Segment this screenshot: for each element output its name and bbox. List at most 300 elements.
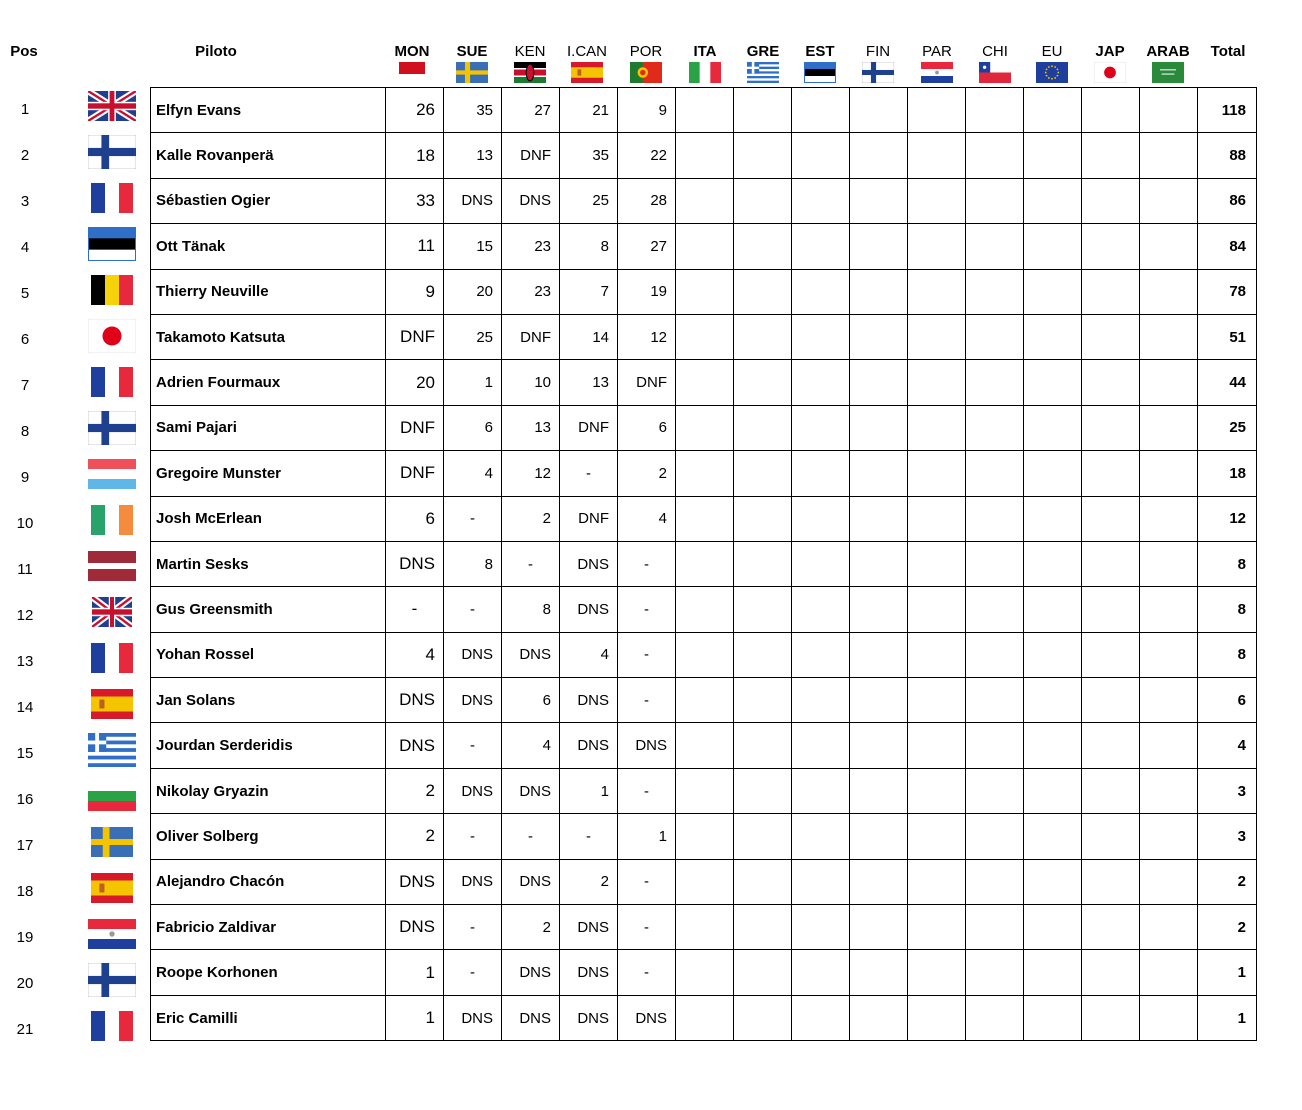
position-number: 9 xyxy=(20,469,30,486)
result-cell: DNS xyxy=(386,905,444,950)
result-cell: 20 xyxy=(386,360,444,405)
result-cell: 22 xyxy=(618,133,676,178)
empty-result-cell xyxy=(676,905,734,950)
empty-result-cell xyxy=(1024,88,1082,133)
table-row xyxy=(151,768,1257,813)
empty-result-cell xyxy=(1140,178,1198,223)
empty-result-cell xyxy=(1140,88,1198,133)
result-cell: DNF xyxy=(502,314,560,359)
empty-result-cell xyxy=(1024,995,1082,1040)
result-cell: - xyxy=(502,541,560,586)
result-cell: 8 xyxy=(444,541,502,586)
result-cell: - xyxy=(560,814,618,859)
empty-result-cell xyxy=(1024,905,1082,950)
empty-result-cell xyxy=(676,995,734,1040)
empty-result-cell xyxy=(676,224,734,269)
empty-result-cell xyxy=(676,451,734,496)
empty-result-cell xyxy=(850,178,908,223)
result-cell: - xyxy=(444,587,502,632)
result-cell: 2 xyxy=(386,768,444,813)
table-row xyxy=(151,587,1257,632)
result-cell: 25 xyxy=(444,314,502,359)
empty-result-cell xyxy=(792,360,850,405)
result-cell: 27 xyxy=(618,224,676,269)
empty-result-cell xyxy=(1024,541,1082,586)
result-cell: 1 xyxy=(444,360,502,405)
empty-result-cell xyxy=(676,723,734,768)
rally-header-sue: SUE xyxy=(456,43,488,60)
empty-result-cell xyxy=(676,768,734,813)
empty-result-cell xyxy=(1024,314,1082,359)
empty-result-cell xyxy=(1024,496,1082,541)
result-cell: DNS xyxy=(618,723,676,768)
empty-result-cell xyxy=(734,723,792,768)
empty-result-cell xyxy=(676,360,734,405)
table-row xyxy=(151,451,1257,496)
result-cell: - xyxy=(444,814,502,859)
result-cell: DNS xyxy=(560,541,618,586)
empty-result-cell xyxy=(1024,451,1082,496)
result-cell: 35 xyxy=(560,133,618,178)
empty-result-cell xyxy=(734,859,792,904)
driver-name: Jourdan Serderidis xyxy=(151,723,386,768)
rally-header-por: POR xyxy=(629,43,663,60)
total-points: 1 xyxy=(1198,950,1257,995)
result-cell: 25 xyxy=(560,178,618,223)
result-cell: 35 xyxy=(444,88,502,133)
empty-result-cell xyxy=(1082,496,1140,541)
empty-result-cell xyxy=(966,224,1024,269)
position-number: 12 xyxy=(16,607,34,624)
table-row xyxy=(151,133,1257,178)
empty-result-cell xyxy=(908,224,966,269)
japan-flag-icon xyxy=(88,319,136,353)
empty-result-cell xyxy=(792,587,850,632)
result-cell: DNS xyxy=(502,859,560,904)
empty-result-cell xyxy=(908,314,966,359)
result-cell: DNS xyxy=(444,678,502,723)
empty-result-cell xyxy=(734,768,792,813)
empty-result-cell xyxy=(908,88,966,133)
result-cell: DNF xyxy=(386,314,444,359)
position-number: 5 xyxy=(20,285,30,302)
empty-result-cell xyxy=(1140,360,1198,405)
table-row xyxy=(151,314,1257,359)
empty-result-cell xyxy=(850,814,908,859)
position-number: 2 xyxy=(20,147,30,164)
empty-result-cell xyxy=(966,269,1024,314)
result-cell: DNS xyxy=(502,632,560,677)
empty-result-cell xyxy=(734,133,792,178)
table-row xyxy=(151,678,1257,723)
result-cell: 19 xyxy=(618,269,676,314)
empty-result-cell xyxy=(1140,405,1198,450)
empty-result-cell xyxy=(1140,224,1198,269)
latvia-flag-icon xyxy=(88,551,136,581)
empty-result-cell xyxy=(792,314,850,359)
empty-result-cell xyxy=(792,496,850,541)
empty-result-cell xyxy=(792,723,850,768)
table-row xyxy=(151,405,1257,450)
empty-result-cell xyxy=(908,496,966,541)
bulgaria-flag-icon xyxy=(88,781,136,811)
empty-result-cell xyxy=(908,269,966,314)
result-cell: DNS xyxy=(386,723,444,768)
empty-result-cell xyxy=(1140,632,1198,677)
empty-result-cell xyxy=(850,360,908,405)
portugal-flag-icon xyxy=(630,62,662,83)
uk-flag-icon xyxy=(92,597,140,627)
empty-result-cell xyxy=(1082,587,1140,632)
empty-result-cell xyxy=(850,405,908,450)
empty-result-cell xyxy=(850,451,908,496)
empty-result-cell xyxy=(908,178,966,223)
result-cell: 26 xyxy=(386,88,444,133)
result-cell: - xyxy=(444,950,502,995)
table-row xyxy=(151,224,1257,269)
empty-result-cell xyxy=(1082,950,1140,995)
driver-name: Nikolay Gryazin xyxy=(151,768,386,813)
result-cell: 12 xyxy=(502,451,560,496)
empty-result-cell xyxy=(1024,859,1082,904)
finland-flag-icon xyxy=(88,963,136,997)
table-row xyxy=(151,859,1257,904)
table-row xyxy=(151,178,1257,223)
rally-header-ita: ITA xyxy=(693,43,717,60)
empty-result-cell xyxy=(676,587,734,632)
empty-result-cell xyxy=(908,995,966,1040)
empty-result-cell xyxy=(676,88,734,133)
result-cell: 12 xyxy=(618,314,676,359)
empty-result-cell xyxy=(1082,314,1140,359)
rally-header-ican: I.CAN xyxy=(566,43,607,60)
empty-result-cell xyxy=(1140,314,1198,359)
table-row xyxy=(151,541,1257,586)
result-cell: DNS xyxy=(560,723,618,768)
empty-result-cell xyxy=(734,814,792,859)
empty-result-cell xyxy=(792,178,850,223)
driver-name: Josh McErlean xyxy=(151,496,386,541)
total-points: 1 xyxy=(1198,995,1257,1040)
empty-result-cell xyxy=(734,405,792,450)
empty-result-cell xyxy=(1140,905,1198,950)
empty-result-cell xyxy=(792,632,850,677)
total-points: 88 xyxy=(1198,133,1257,178)
result-cell: DNS xyxy=(560,587,618,632)
france-flag-icon xyxy=(91,643,139,673)
empty-result-cell xyxy=(734,541,792,586)
result-cell: DNS xyxy=(502,178,560,223)
monaco-flag-icon xyxy=(399,62,425,83)
empty-result-cell xyxy=(1082,178,1140,223)
eu-flag-icon xyxy=(1036,62,1068,83)
total-points: 8 xyxy=(1198,541,1257,586)
empty-result-cell xyxy=(1024,950,1082,995)
empty-result-cell xyxy=(792,905,850,950)
result-cell: 13 xyxy=(560,360,618,405)
empty-result-cell xyxy=(734,632,792,677)
empty-result-cell xyxy=(850,88,908,133)
table-row xyxy=(151,496,1257,541)
result-cell: 33 xyxy=(386,178,444,223)
ireland-flag-icon xyxy=(91,505,139,535)
empty-result-cell xyxy=(908,587,966,632)
result-cell: 1 xyxy=(386,950,444,995)
empty-result-cell xyxy=(1024,405,1082,450)
result-cell: DNS xyxy=(386,859,444,904)
result-cell: 4 xyxy=(386,632,444,677)
empty-result-cell xyxy=(734,269,792,314)
rally-header-mon: MON xyxy=(394,43,430,60)
result-cell: DNS xyxy=(444,178,502,223)
empty-result-cell xyxy=(1140,451,1198,496)
result-cell: DNS xyxy=(444,995,502,1040)
empty-result-cell xyxy=(792,224,850,269)
empty-result-cell xyxy=(734,451,792,496)
empty-result-cell xyxy=(1024,133,1082,178)
empty-result-cell xyxy=(734,224,792,269)
result-cell: 21 xyxy=(560,88,618,133)
total-points: 78 xyxy=(1198,269,1257,314)
driver-name: Sami Pajari xyxy=(151,405,386,450)
empty-result-cell xyxy=(966,178,1024,223)
spain-flag-icon xyxy=(91,873,139,903)
driver-name: Alejandro Chacón xyxy=(151,859,386,904)
result-cell: 28 xyxy=(618,178,676,223)
table-row xyxy=(151,950,1257,995)
empty-result-cell xyxy=(734,995,792,1040)
result-cell: 18 xyxy=(386,133,444,178)
result-cell: DNF xyxy=(386,405,444,450)
result-cell: DNS xyxy=(560,678,618,723)
empty-result-cell xyxy=(792,814,850,859)
result-cell: - xyxy=(618,768,676,813)
driver-name: Thierry Neuville xyxy=(151,269,386,314)
empty-result-cell xyxy=(966,587,1024,632)
result-cell: 13 xyxy=(502,405,560,450)
total-points: 18 xyxy=(1198,451,1257,496)
empty-result-cell xyxy=(850,224,908,269)
empty-result-cell xyxy=(1024,587,1082,632)
empty-result-cell xyxy=(908,905,966,950)
empty-result-cell xyxy=(1140,133,1198,178)
result-cell: DNS xyxy=(444,632,502,677)
position-number: 13 xyxy=(16,653,34,670)
result-cell: DNS xyxy=(386,541,444,586)
rally-header-gre: GRE xyxy=(746,43,780,60)
table-row xyxy=(151,360,1257,405)
empty-result-cell xyxy=(908,133,966,178)
result-cell: 14 xyxy=(560,314,618,359)
empty-result-cell xyxy=(676,496,734,541)
empty-result-cell xyxy=(966,678,1024,723)
empty-result-cell xyxy=(1082,360,1140,405)
result-cell: 6 xyxy=(502,678,560,723)
empty-result-cell xyxy=(676,541,734,586)
total-points: 25 xyxy=(1198,405,1257,450)
empty-result-cell xyxy=(1140,950,1198,995)
empty-result-cell xyxy=(1082,905,1140,950)
position-number: 18 xyxy=(16,883,34,900)
empty-result-cell xyxy=(1082,133,1140,178)
empty-result-cell xyxy=(966,88,1024,133)
result-cell: - xyxy=(444,496,502,541)
empty-result-cell xyxy=(850,133,908,178)
empty-result-cell xyxy=(734,88,792,133)
empty-result-cell xyxy=(850,768,908,813)
rally-header-est: EST xyxy=(805,43,835,60)
result-cell: DNF xyxy=(560,405,618,450)
empty-result-cell xyxy=(966,905,1024,950)
total-header: Total xyxy=(1210,43,1246,60)
empty-result-cell xyxy=(850,314,908,359)
empty-result-cell xyxy=(1140,269,1198,314)
empty-result-cell xyxy=(908,768,966,813)
driver-name: Yohan Rossel xyxy=(151,632,386,677)
empty-result-cell xyxy=(908,405,966,450)
result-cell: 23 xyxy=(502,224,560,269)
result-cell: 2 xyxy=(502,905,560,950)
total-points: 44 xyxy=(1198,360,1257,405)
empty-result-cell xyxy=(1024,723,1082,768)
driver-name: Fabricio Zaldivar xyxy=(151,905,386,950)
driver-name: Adrien Fourmaux xyxy=(151,360,386,405)
empty-result-cell xyxy=(734,360,792,405)
empty-result-cell xyxy=(908,678,966,723)
empty-result-cell xyxy=(1024,814,1082,859)
empty-result-cell xyxy=(966,632,1024,677)
result-cell: 6 xyxy=(386,496,444,541)
result-cell: 6 xyxy=(444,405,502,450)
position-number: 4 xyxy=(20,239,30,256)
empty-result-cell xyxy=(966,995,1024,1040)
paraguay-flag-icon xyxy=(921,62,953,83)
empty-result-cell xyxy=(792,950,850,995)
empty-result-cell xyxy=(908,859,966,904)
empty-result-cell xyxy=(850,905,908,950)
empty-result-cell xyxy=(966,814,1024,859)
empty-result-cell xyxy=(1140,995,1198,1040)
table-row xyxy=(151,905,1257,950)
rally-header-par: PAR xyxy=(922,43,952,60)
empty-result-cell xyxy=(792,405,850,450)
result-cell: 23 xyxy=(502,269,560,314)
total-points: 86 xyxy=(1198,178,1257,223)
empty-result-cell xyxy=(1140,723,1198,768)
empty-result-cell xyxy=(792,133,850,178)
position-number: 21 xyxy=(16,1021,34,1038)
rally-header-chi: CHI xyxy=(982,43,1008,60)
result-cell: - xyxy=(618,678,676,723)
empty-result-cell xyxy=(792,451,850,496)
empty-result-cell xyxy=(1140,541,1198,586)
position-number: 15 xyxy=(16,745,34,762)
empty-result-cell xyxy=(676,859,734,904)
saudi-flag-icon xyxy=(1152,62,1184,83)
total-points: 8 xyxy=(1198,587,1257,632)
driver-name: Takamoto Katsuta xyxy=(151,314,386,359)
rally-header-eu: EU xyxy=(1041,43,1063,60)
empty-result-cell xyxy=(908,451,966,496)
sweden-flag-icon xyxy=(91,827,139,857)
position-number: 6 xyxy=(20,331,30,348)
empty-result-cell xyxy=(908,814,966,859)
empty-result-cell xyxy=(734,587,792,632)
result-cell: 1 xyxy=(386,995,444,1040)
result-cell: - xyxy=(502,814,560,859)
empty-result-cell xyxy=(1082,541,1140,586)
result-cell: 8 xyxy=(502,587,560,632)
empty-result-cell xyxy=(908,360,966,405)
driver-name: Oliver Solberg xyxy=(151,814,386,859)
estonia-flag-icon xyxy=(88,227,136,261)
position-number: 11 xyxy=(17,561,33,578)
empty-result-cell xyxy=(850,995,908,1040)
rally-header-jap: JAP xyxy=(1095,43,1125,60)
finland-flag-icon xyxy=(88,135,136,169)
total-points: 51 xyxy=(1198,314,1257,359)
result-cell: - xyxy=(560,451,618,496)
sweden-flag-icon xyxy=(456,62,488,83)
driver-name: Jan Solans xyxy=(151,678,386,723)
standings-table xyxy=(150,87,1257,1041)
empty-result-cell xyxy=(792,768,850,813)
driver-header: Piloto xyxy=(195,43,237,60)
result-cell: 2 xyxy=(560,859,618,904)
empty-result-cell xyxy=(1024,632,1082,677)
table-row xyxy=(151,995,1257,1040)
driver-name: Sébastien Ogier xyxy=(151,178,386,223)
result-cell: 4 xyxy=(444,451,502,496)
empty-result-cell xyxy=(1082,814,1140,859)
empty-result-cell xyxy=(850,859,908,904)
result-cell: 2 xyxy=(502,496,560,541)
empty-result-cell xyxy=(1024,768,1082,813)
empty-result-cell xyxy=(792,269,850,314)
result-cell: 8 xyxy=(560,224,618,269)
pos-header: Pos xyxy=(10,43,38,60)
france-flag-icon xyxy=(91,183,139,213)
position-number: 3 xyxy=(20,193,30,210)
empty-result-cell xyxy=(676,314,734,359)
position-number: 8 xyxy=(20,423,30,440)
result-cell: 9 xyxy=(386,269,444,314)
result-cell: - xyxy=(618,950,676,995)
greece-flag-icon xyxy=(88,733,136,767)
driver-name: Gus Greensmith xyxy=(151,587,386,632)
table-row xyxy=(151,814,1257,859)
result-cell: DNS xyxy=(502,768,560,813)
result-cell: DNS xyxy=(502,995,560,1040)
result-cell: DNS xyxy=(502,950,560,995)
result-cell: 1 xyxy=(560,768,618,813)
driver-name: Eric Camilli xyxy=(151,995,386,1040)
empty-result-cell xyxy=(850,678,908,723)
empty-result-cell xyxy=(966,314,1024,359)
result-cell: DNF xyxy=(560,496,618,541)
estonia-flag-icon xyxy=(804,62,836,83)
empty-result-cell xyxy=(1140,859,1198,904)
result-cell: DNS xyxy=(560,995,618,1040)
finland-flag-icon xyxy=(88,411,136,445)
empty-result-cell xyxy=(676,405,734,450)
empty-result-cell xyxy=(676,632,734,677)
result-cell: 2 xyxy=(386,814,444,859)
table-row xyxy=(151,88,1257,133)
result-cell: - xyxy=(618,587,676,632)
empty-result-cell xyxy=(792,678,850,723)
spain-flag-icon xyxy=(571,62,603,83)
